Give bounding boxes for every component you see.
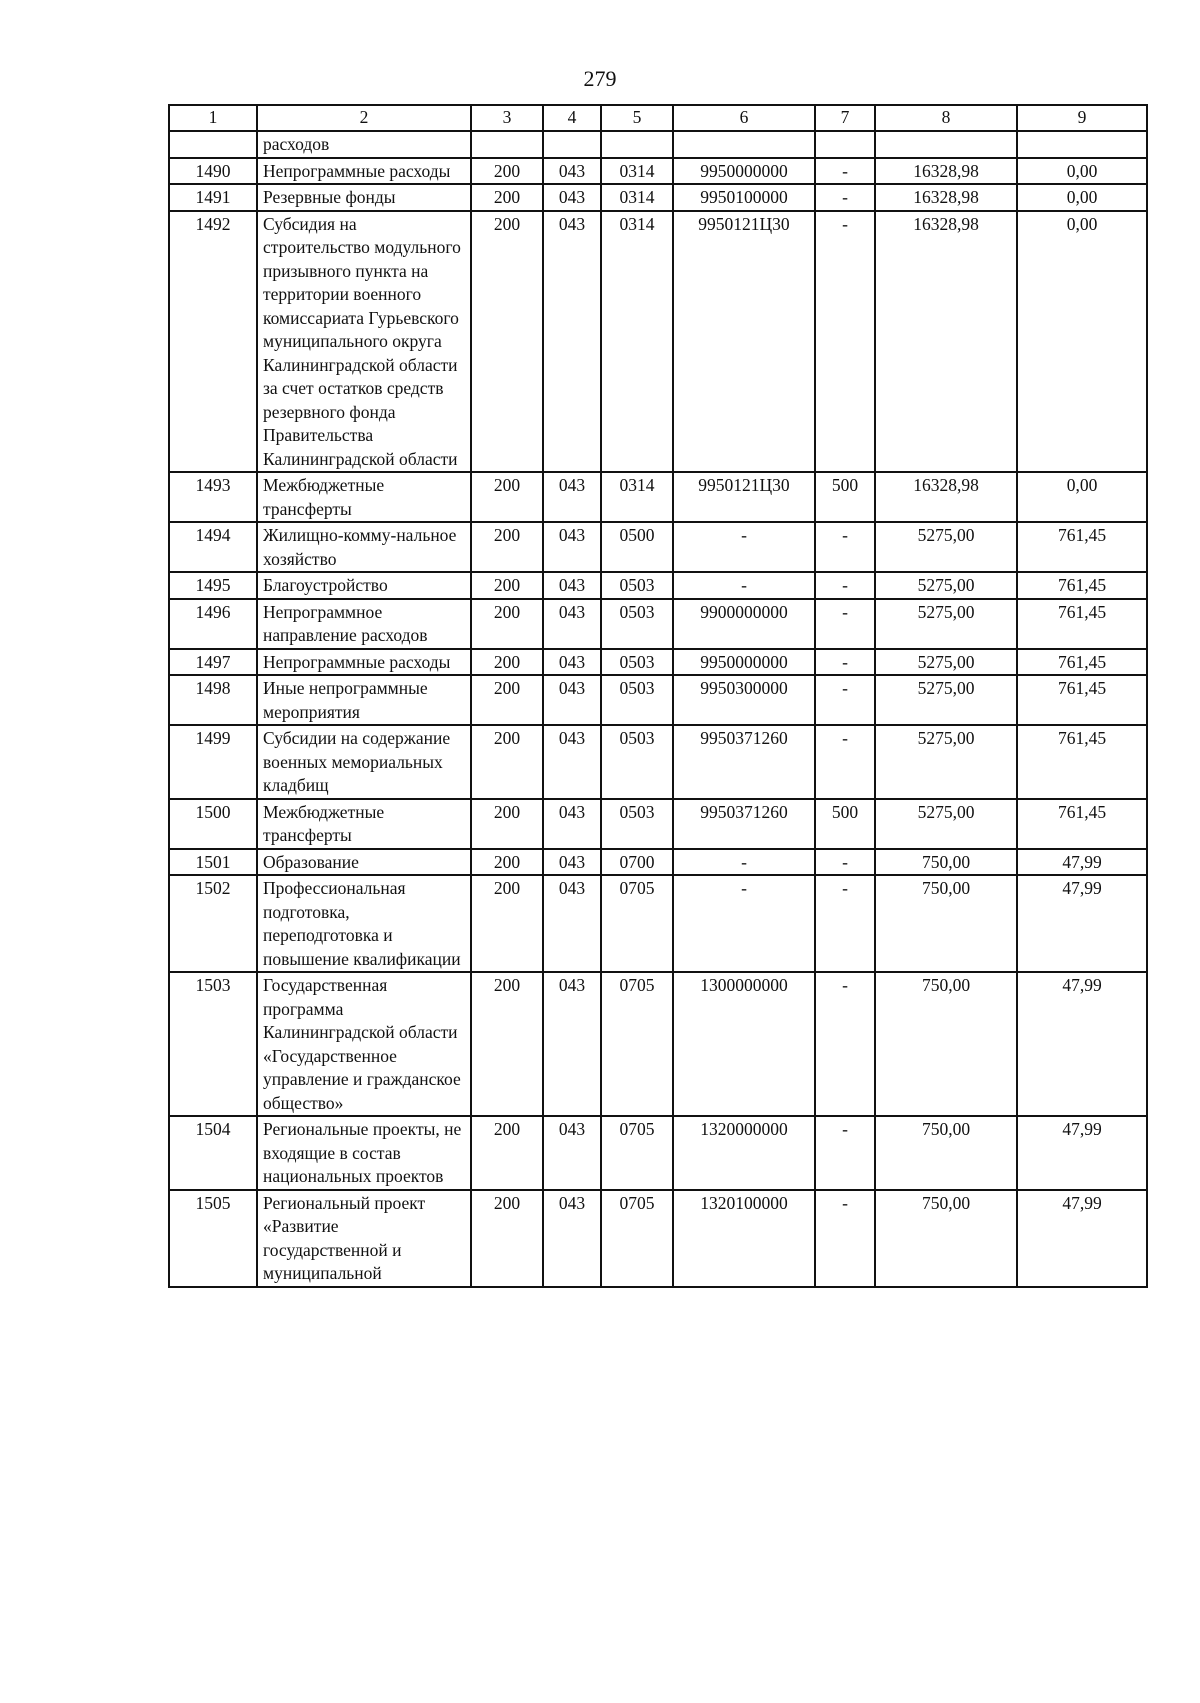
col3-cell: 200 <box>471 522 543 572</box>
row-number-cell: 1502 <box>169 875 257 972</box>
row-name-cell: Непрограммные расходы <box>257 158 471 185</box>
row-number-cell: 1498 <box>169 675 257 725</box>
table-row <box>169 1190 1147 1287</box>
column-header: 2 <box>257 105 471 131</box>
table-row <box>169 158 1147 185</box>
table-row <box>169 572 1147 599</box>
col3-cell: 200 <box>471 675 543 725</box>
col5-cell: 0503 <box>601 649 673 676</box>
col8-cell: 750,00 <box>875 875 1017 972</box>
row-number-cell: 1504 <box>169 1116 257 1190</box>
col9-cell: 0,00 <box>1017 184 1147 211</box>
col3-cell: 200 <box>471 849 543 876</box>
col4-cell: 043 <box>543 572 601 599</box>
row-name-cell: Межбюджетные трансферты <box>257 799 471 849</box>
col7-cell: - <box>815 1116 875 1190</box>
row-name-cell: Иные непрограммные мероприятия <box>257 675 471 725</box>
col5-cell: 0314 <box>601 211 673 473</box>
col9-cell: 0,00 <box>1017 158 1147 185</box>
col6-cell: - <box>673 522 815 572</box>
table-row <box>169 675 1147 725</box>
table-row <box>169 472 1147 522</box>
col5-cell: 0503 <box>601 572 673 599</box>
table-row <box>169 599 1147 649</box>
column-header: 5 <box>601 105 673 131</box>
row-number-cell: 1496 <box>169 599 257 649</box>
col3-cell: 200 <box>471 972 543 1116</box>
row-name-cell: Непрограммное направление расходов <box>257 599 471 649</box>
column-header: 7 <box>815 105 875 131</box>
col8-cell: 5275,00 <box>875 599 1017 649</box>
col7-cell: - <box>815 572 875 599</box>
col7-cell: - <box>815 1190 875 1287</box>
col7-cell: 500 <box>815 472 875 522</box>
row-name-cell: Межбюджетные трансферты <box>257 472 471 522</box>
row-number-cell: 1500 <box>169 799 257 849</box>
row-number-cell: 1495 <box>169 572 257 599</box>
col8-cell: 5275,00 <box>875 649 1017 676</box>
col6-cell: - <box>673 875 815 972</box>
col3-cell <box>471 131 543 158</box>
col3-cell: 200 <box>471 725 543 799</box>
col9-cell: 761,45 <box>1017 572 1147 599</box>
row-name-cell: Благоустройство <box>257 572 471 599</box>
col6-cell: 9950121Ц30 <box>673 211 815 473</box>
row-name-cell: Субсидии на содержание военных мемориальных кладбищ <box>257 725 471 799</box>
col8-cell: 16328,98 <box>875 472 1017 522</box>
col9-cell: 47,99 <box>1017 1116 1147 1190</box>
row-name-cell: Субсидия на строительство модульного призывного пункта на территории военного комиссариата Гурьевского муниципального округа Калининградской области за счет остатков средств резервного фонда Правительства Калининградской области <box>257 211 471 473</box>
col4-cell: 043 <box>543 1190 601 1287</box>
table-row <box>169 211 1147 473</box>
table-body <box>169 105 1147 1287</box>
row-name-cell: Образование <box>257 849 471 876</box>
col5-cell: 0705 <box>601 972 673 1116</box>
col7-cell: - <box>815 158 875 185</box>
col9-cell: 0,00 <box>1017 472 1147 522</box>
col6-cell: 9950000000 <box>673 649 815 676</box>
col4-cell: 043 <box>543 599 601 649</box>
col5-cell <box>601 131 673 158</box>
col8-cell: 5275,00 <box>875 572 1017 599</box>
col5-cell: 0314 <box>601 472 673 522</box>
col8-cell: 16328,98 <box>875 211 1017 473</box>
row-name-cell: Жилищно-комму-нальное хозяйство <box>257 522 471 572</box>
col9-cell: 47,99 <box>1017 972 1147 1116</box>
column-header: 6 <box>673 105 815 131</box>
table-row <box>169 799 1147 849</box>
table-row <box>169 1116 1147 1190</box>
col8-cell: 5275,00 <box>875 522 1017 572</box>
col7-cell: - <box>815 649 875 676</box>
col6-cell: 1300000000 <box>673 972 815 1116</box>
col5-cell: 0314 <box>601 158 673 185</box>
col5-cell: 0503 <box>601 725 673 799</box>
budget-table <box>168 104 1148 1288</box>
col7-cell: - <box>815 875 875 972</box>
col4-cell: 043 <box>543 972 601 1116</box>
col6-cell: 9950000000 <box>673 158 815 185</box>
col6-cell: 9950371260 <box>673 799 815 849</box>
col6-cell: 1320000000 <box>673 1116 815 1190</box>
table-row <box>169 184 1147 211</box>
col5-cell: 0503 <box>601 675 673 725</box>
row-name-cell: Резервные фонды <box>257 184 471 211</box>
col9-cell: 761,45 <box>1017 649 1147 676</box>
row-number-cell: 1499 <box>169 725 257 799</box>
col5-cell: 0503 <box>601 799 673 849</box>
col6-cell: 9950300000 <box>673 675 815 725</box>
col3-cell: 200 <box>471 211 543 473</box>
col8-cell: 16328,98 <box>875 158 1017 185</box>
col3-cell: 200 <box>471 184 543 211</box>
col3-cell: 200 <box>471 158 543 185</box>
col9-cell: 761,45 <box>1017 799 1147 849</box>
col9-cell: 0,00 <box>1017 211 1147 473</box>
table-row <box>169 875 1147 972</box>
col4-cell: 043 <box>543 522 601 572</box>
header-row <box>169 105 1147 131</box>
col3-cell: 200 <box>471 572 543 599</box>
page-number: 279 <box>583 66 617 91</box>
row-number-cell: 1494 <box>169 522 257 572</box>
col4-cell: 043 <box>543 799 601 849</box>
col3-cell: 200 <box>471 649 543 676</box>
col5-cell: 0503 <box>601 599 673 649</box>
col6-cell: 9950121Ц30 <box>673 472 815 522</box>
col9-cell: 761,45 <box>1017 725 1147 799</box>
col7-cell: - <box>815 184 875 211</box>
col3-cell: 200 <box>471 1190 543 1287</box>
column-header: 8 <box>875 105 1017 131</box>
col5-cell: 0705 <box>601 1190 673 1287</box>
col9-cell: 761,45 <box>1017 522 1147 572</box>
row-name-cell: Непрограммные расходы <box>257 649 471 676</box>
col4-cell: 043 <box>543 184 601 211</box>
col7-cell: 500 <box>815 799 875 849</box>
col4-cell: 043 <box>543 1116 601 1190</box>
col9-cell: 47,99 <box>1017 875 1147 972</box>
col6-cell: 9950371260 <box>673 725 815 799</box>
row-number-cell: 1505 <box>169 1190 257 1287</box>
col6-cell <box>673 131 815 158</box>
col7-cell: - <box>815 849 875 876</box>
col9-cell: 47,99 <box>1017 1190 1147 1287</box>
col6-cell: - <box>673 572 815 599</box>
col4-cell: 043 <box>543 649 601 676</box>
col6-cell: 1320100000 <box>673 1190 815 1287</box>
col5-cell: 0314 <box>601 184 673 211</box>
table-row <box>169 725 1147 799</box>
row-name-cell: Региональные проекты, не входящие в состав национальных проектов <box>257 1116 471 1190</box>
col4-cell: 043 <box>543 472 601 522</box>
col9-cell: 761,45 <box>1017 599 1147 649</box>
col8-cell: 750,00 <box>875 1116 1017 1190</box>
col5-cell: 0700 <box>601 849 673 876</box>
row-number-cell: 1501 <box>169 849 257 876</box>
col4-cell: 043 <box>543 875 601 972</box>
col5-cell: 0705 <box>601 1116 673 1190</box>
row-name-cell: Профессиональная подготовка, переподготовка и повышение квалификации <box>257 875 471 972</box>
column-header: 9 <box>1017 105 1147 131</box>
col7-cell: - <box>815 972 875 1116</box>
col5-cell: 0705 <box>601 875 673 972</box>
row-number-cell: 1493 <box>169 472 257 522</box>
col3-cell: 200 <box>471 1116 543 1190</box>
col3-cell: 200 <box>471 875 543 972</box>
col7-cell <box>815 131 875 158</box>
col3-cell: 200 <box>471 599 543 649</box>
col6-cell: - <box>673 849 815 876</box>
row-number-cell: 1492 <box>169 211 257 473</box>
col8-cell: 750,00 <box>875 972 1017 1116</box>
column-header: 1 <box>169 105 257 131</box>
col4-cell: 043 <box>543 158 601 185</box>
table-row <box>169 522 1147 572</box>
col8-cell: 16328,98 <box>875 184 1017 211</box>
row-number-cell: 1497 <box>169 649 257 676</box>
col8-cell: 750,00 <box>875 849 1017 876</box>
col8-cell <box>875 131 1017 158</box>
table-row <box>169 849 1147 876</box>
col9-cell: 761,45 <box>1017 675 1147 725</box>
column-header: 4 <box>543 105 601 131</box>
col3-cell: 200 <box>471 472 543 522</box>
col8-cell: 5275,00 <box>875 799 1017 849</box>
col7-cell: - <box>815 725 875 799</box>
col9-cell: 47,99 <box>1017 849 1147 876</box>
col7-cell: - <box>815 599 875 649</box>
row-name-cell: расходов <box>257 131 471 158</box>
row-number-cell: 1491 <box>169 184 257 211</box>
col3-cell: 200 <box>471 799 543 849</box>
table-row <box>169 131 1147 158</box>
col4-cell: 043 <box>543 725 601 799</box>
col5-cell: 0500 <box>601 522 673 572</box>
col7-cell: - <box>815 211 875 473</box>
col8-cell: 5275,00 <box>875 725 1017 799</box>
col4-cell: 043 <box>543 211 601 473</box>
table-row <box>169 649 1147 676</box>
table-row <box>169 972 1147 1116</box>
col8-cell: 5275,00 <box>875 675 1017 725</box>
row-number-cell <box>169 131 257 158</box>
col9-cell <box>1017 131 1147 158</box>
row-number-cell: 1490 <box>169 158 257 185</box>
col4-cell <box>543 131 601 158</box>
col4-cell: 043 <box>543 675 601 725</box>
col7-cell: - <box>815 522 875 572</box>
row-number-cell: 1503 <box>169 972 257 1116</box>
row-name-cell: Региональный проект «Развитие государственной и муниципальной <box>257 1190 471 1287</box>
col6-cell: 9950100000 <box>673 184 815 211</box>
row-name-cell: Государственная программа Калининградской области «Государственное управление и гражданское общество» <box>257 972 471 1116</box>
col4-cell: 043 <box>543 849 601 876</box>
col7-cell: - <box>815 675 875 725</box>
col8-cell: 750,00 <box>875 1190 1017 1287</box>
col6-cell: 9900000000 <box>673 599 815 649</box>
column-header: 3 <box>471 105 543 131</box>
